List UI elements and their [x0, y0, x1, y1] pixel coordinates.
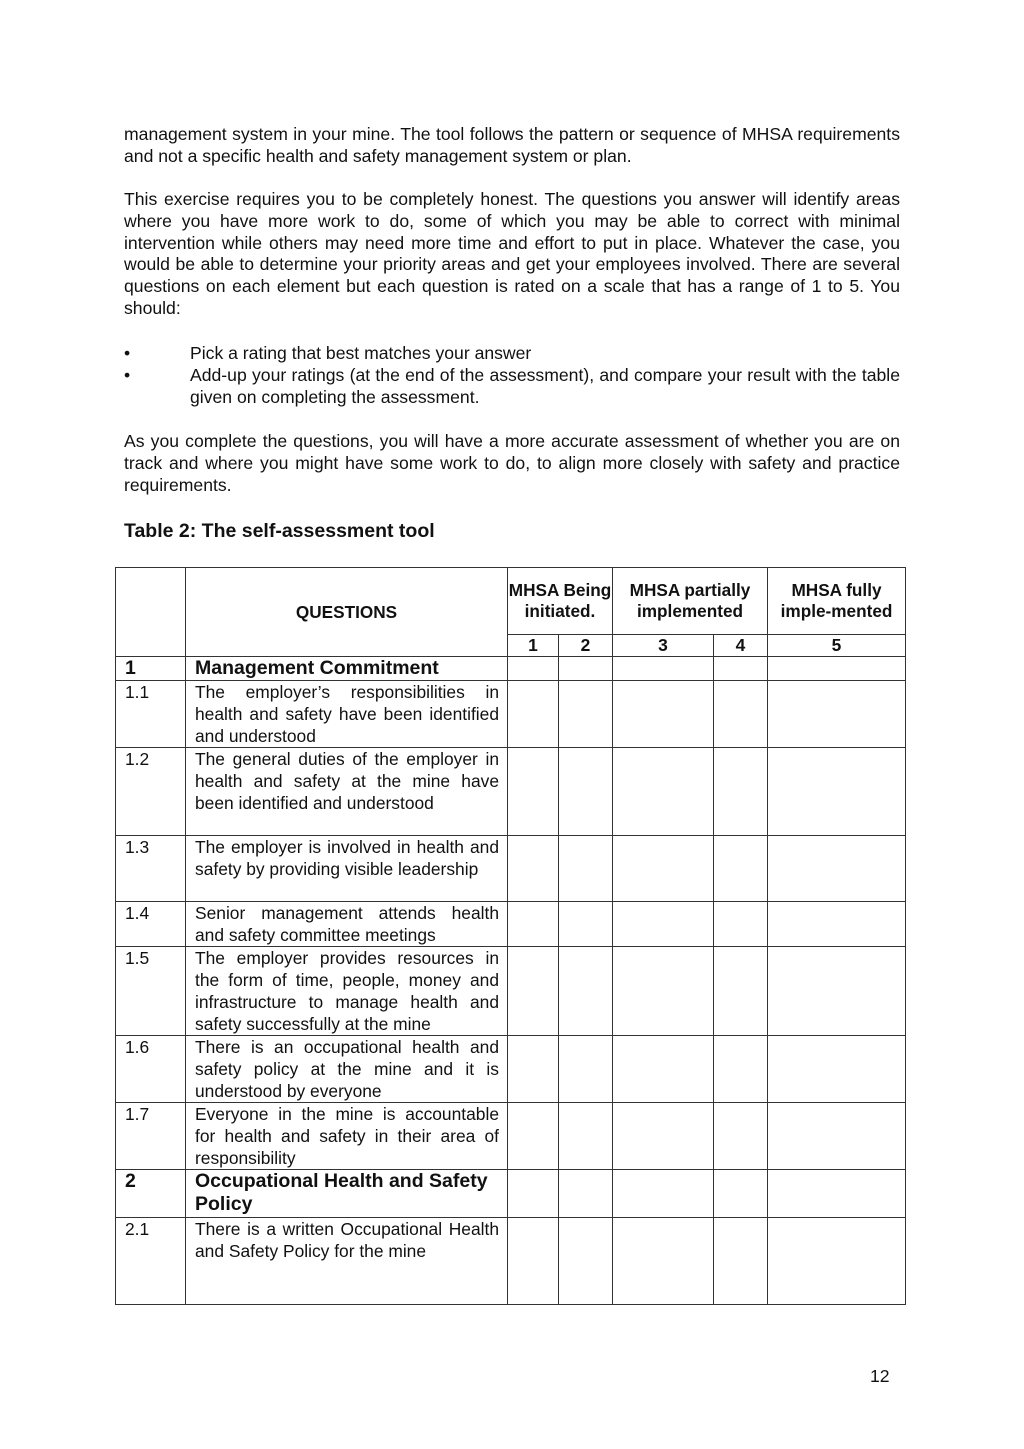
table-row: [116, 748, 906, 836]
rating-cell-5[interactable]: [768, 836, 906, 902]
rating-cell-3[interactable]: [613, 1036, 714, 1103]
rating-cell-1[interactable]: [508, 947, 559, 1036]
table-row: [116, 1218, 906, 1305]
rating-5-label: 5: [768, 635, 906, 657]
row-number: 1.3: [116, 836, 186, 902]
header-partially-implemented: MHSA partially implemented: [613, 568, 768, 635]
rating-cell-4[interactable]: [714, 1103, 768, 1170]
table-row: [116, 1036, 906, 1103]
rating-cell-2[interactable]: [559, 947, 613, 1036]
rating-cell-2[interactable]: [559, 902, 613, 947]
rating-3-label: 3: [613, 635, 714, 657]
rating-cell-3[interactable]: [613, 902, 714, 947]
section-title: Management Commitment: [186, 657, 508, 681]
header-fully-implemented: MHSA fully imple-mented: [768, 568, 906, 635]
rating-cell-1[interactable]: [508, 657, 559, 681]
rating-cell-5[interactable]: [768, 748, 906, 836]
rating-cell-4[interactable]: [714, 657, 768, 681]
section-title: Occupational Health and Safety Policy: [186, 1170, 508, 1218]
row-number: 1.1: [116, 681, 186, 748]
rating-cell-2[interactable]: [559, 1103, 613, 1170]
table-row: [116, 681, 906, 748]
question-text: The general duties of the employer in health and safety at the mine have been identified and understood: [186, 748, 508, 836]
rating-cell-4[interactable]: [714, 1170, 768, 1218]
list-item: [124, 365, 900, 409]
rating-cell-2[interactable]: [559, 681, 613, 748]
rating-cell-1[interactable]: [508, 1170, 559, 1218]
table-header-row: [116, 568, 906, 635]
table-title: Table 2: The self-assessment tool: [124, 520, 435, 542]
self-assessment-table: [115, 567, 906, 1305]
rating-cell-1[interactable]: [508, 902, 559, 947]
instruction-list: [124, 343, 900, 408]
section-row: [116, 1170, 906, 1218]
row-number: 1.5: [116, 947, 186, 1036]
rating-cell-5[interactable]: [768, 1036, 906, 1103]
rating-cell-2[interactable]: [559, 657, 613, 681]
question-text: Everyone in the mine is accountable for health and safety in their area of responsibility: [186, 1103, 508, 1170]
paragraph-text: As you complete the questions, you will have a more accurate assessment of whether you are on track and where you might have some work to do, to align more closely with safety and practice requirements.: [124, 431, 900, 495]
rating-cell-4[interactable]: [714, 1218, 768, 1305]
rating-cell-3[interactable]: [613, 1103, 714, 1170]
header-being-initiated: MHSA Being initiated.: [508, 568, 613, 635]
paragraph-text: This exercise requires you to be completely honest. The questions you answer will identify areas where you have more work to do, some of which you may be able to correct with minimal intervention while others may need more time and effort to put in place. Whatever the case, you would be able to determine your priority areas and get your employees involved. There are several questions on each element but each question is rated on a scale that has a range of 1 to 5. You should:: [124, 189, 900, 318]
rating-cell-3[interactable]: [613, 836, 714, 902]
rating-cell-1[interactable]: [508, 1103, 559, 1170]
list-item-text: Add-up your ratings (at the end of the assessment), and compare your result with the table given on completing the assessment.: [190, 364, 900, 407]
question-text: The employer’s responsibilities in health and safety have been identified and understood: [186, 681, 508, 748]
question-text: There is an occupational health and safety policy at the mine and it is understood by everyone: [186, 1036, 508, 1103]
rating-cell-2[interactable]: [559, 748, 613, 836]
rating-cell-4[interactable]: [714, 1036, 768, 1103]
rating-cell-5[interactable]: [768, 902, 906, 947]
section-row: [116, 657, 906, 681]
rating-cell-4[interactable]: [714, 947, 768, 1036]
intro-paragraph-3: [124, 431, 900, 496]
list-item: [124, 343, 900, 365]
paragraph-text: management system in your mine. The tool follows the pattern or sequence of MHSA requirements and not a specific health and safety management system or plan.: [124, 124, 900, 166]
rating-cell-3[interactable]: [613, 657, 714, 681]
rating-cell-3[interactable]: [613, 1170, 714, 1218]
question-text: There is a written Occupational Health and Safety Policy for the mine: [186, 1218, 508, 1305]
rating-cell-5[interactable]: [768, 681, 906, 748]
table-row: [116, 947, 906, 1036]
rating-cell-5[interactable]: [768, 1103, 906, 1170]
rating-cell-2[interactable]: [559, 1218, 613, 1305]
rating-4-label: 4: [714, 635, 768, 657]
row-number: 1.7: [116, 1103, 186, 1170]
rating-cell-4[interactable]: [714, 836, 768, 902]
table-row: [116, 902, 906, 947]
rating-2-label: 2: [559, 635, 613, 657]
rating-1-label: 1: [508, 635, 559, 657]
list-item-text: Pick a rating that best matches your answer: [190, 343, 532, 363]
questions-header: QUESTIONS: [186, 568, 508, 657]
rating-cell-3[interactable]: [613, 748, 714, 836]
table-row: [116, 836, 906, 902]
rating-cell-1[interactable]: [508, 748, 559, 836]
rating-cell-3[interactable]: [613, 681, 714, 748]
page-number: 12: [870, 1366, 890, 1386]
question-text: The employer is involved in health and safety by providing visible leadership: [186, 836, 508, 902]
rating-cell-2[interactable]: [559, 1170, 613, 1218]
rating-cell-3[interactable]: [613, 1218, 714, 1305]
rating-cell-2[interactable]: [559, 836, 613, 902]
rating-cell-2[interactable]: [559, 1036, 613, 1103]
rating-cell-5[interactable]: [768, 1170, 906, 1218]
row-number: 1.4: [116, 902, 186, 947]
row-number: 1.2: [116, 748, 186, 836]
rating-cell-5[interactable]: [768, 1218, 906, 1305]
intro-paragraph-2: [124, 189, 900, 320]
row-number: 1: [116, 657, 186, 681]
intro-paragraph-1: [124, 124, 900, 168]
bullet-icon: •: [124, 343, 131, 363]
rating-cell-5[interactable]: [768, 947, 906, 1036]
rating-cell-1[interactable]: [508, 1218, 559, 1305]
header-number-cell: [116, 568, 186, 657]
question-text: The employer provides resources in the form of time, people, money and infrastructure to manage health and safety successfully at the mine: [186, 947, 508, 1036]
table-row: [116, 1103, 906, 1170]
rating-cell-4[interactable]: [714, 902, 768, 947]
bullet-icon: •: [124, 364, 131, 385]
rating-cell-1[interactable]: [508, 1036, 559, 1103]
rating-cell-1[interactable]: [508, 681, 559, 748]
rating-cell-3[interactable]: [613, 947, 714, 1036]
rating-cell-4[interactable]: [714, 681, 768, 748]
row-number: 2: [116, 1170, 186, 1218]
question-text: Senior management attends health and safety committee meetings: [186, 902, 508, 947]
row-number: 2.1: [116, 1218, 186, 1305]
row-number: 1.6: [116, 1036, 186, 1103]
rating-cell-4[interactable]: [714, 748, 768, 836]
rating-cell-1[interactable]: [508, 836, 559, 902]
rating-cell-5[interactable]: [768, 657, 906, 681]
